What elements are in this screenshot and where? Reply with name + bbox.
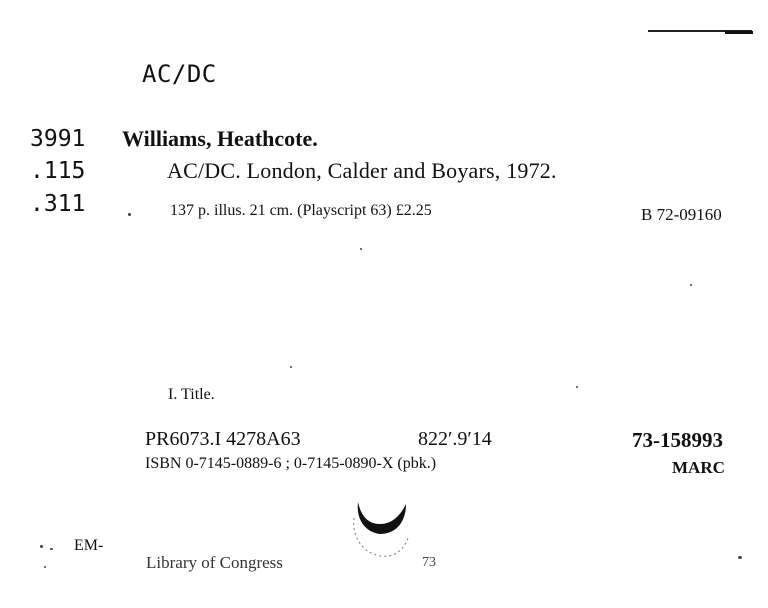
speck	[40, 545, 43, 548]
isbn: ISBN 0-7145-0889-6 ; 0-7145-0890-X (pbk.)	[145, 455, 437, 472]
call-number-line-1: 3991	[30, 126, 86, 152]
card-year: 73	[422, 555, 436, 570]
call-number-line-3: .311	[30, 191, 86, 217]
collation: 137 p. illus. 21 cm. (Playscript 63) £2.25	[170, 202, 432, 219]
subject-tracing: I. Title.	[168, 386, 215, 403]
speck	[128, 213, 131, 216]
speck	[44, 566, 46, 568]
marc-label: MARC	[672, 458, 725, 477]
lccn: 73-158993	[632, 428, 723, 452]
card-heading: AC/DC	[142, 60, 217, 88]
speck	[50, 548, 53, 550]
processing-marker: EM-	[74, 537, 104, 554]
dewey-number: 822′.9′14	[418, 428, 492, 450]
speck	[738, 556, 742, 559]
bnb-number: B 72-09160	[641, 205, 722, 224]
title-imprint: AC/DC. London, Calder and Boyars, 1972.	[167, 158, 557, 183]
speck	[576, 386, 578, 388]
speck	[690, 284, 692, 286]
top-rule-thick	[725, 31, 753, 34]
author-heading: Williams, Heathcote.	[122, 126, 318, 151]
speck	[360, 248, 362, 250]
library-imprint: Library of Congress	[146, 553, 283, 572]
speck	[290, 366, 292, 368]
call-number-line-2: .115	[30, 158, 86, 184]
punch-hole-icon	[350, 494, 412, 560]
lc-classification: PR6073.I 4278A63	[145, 428, 301, 450]
